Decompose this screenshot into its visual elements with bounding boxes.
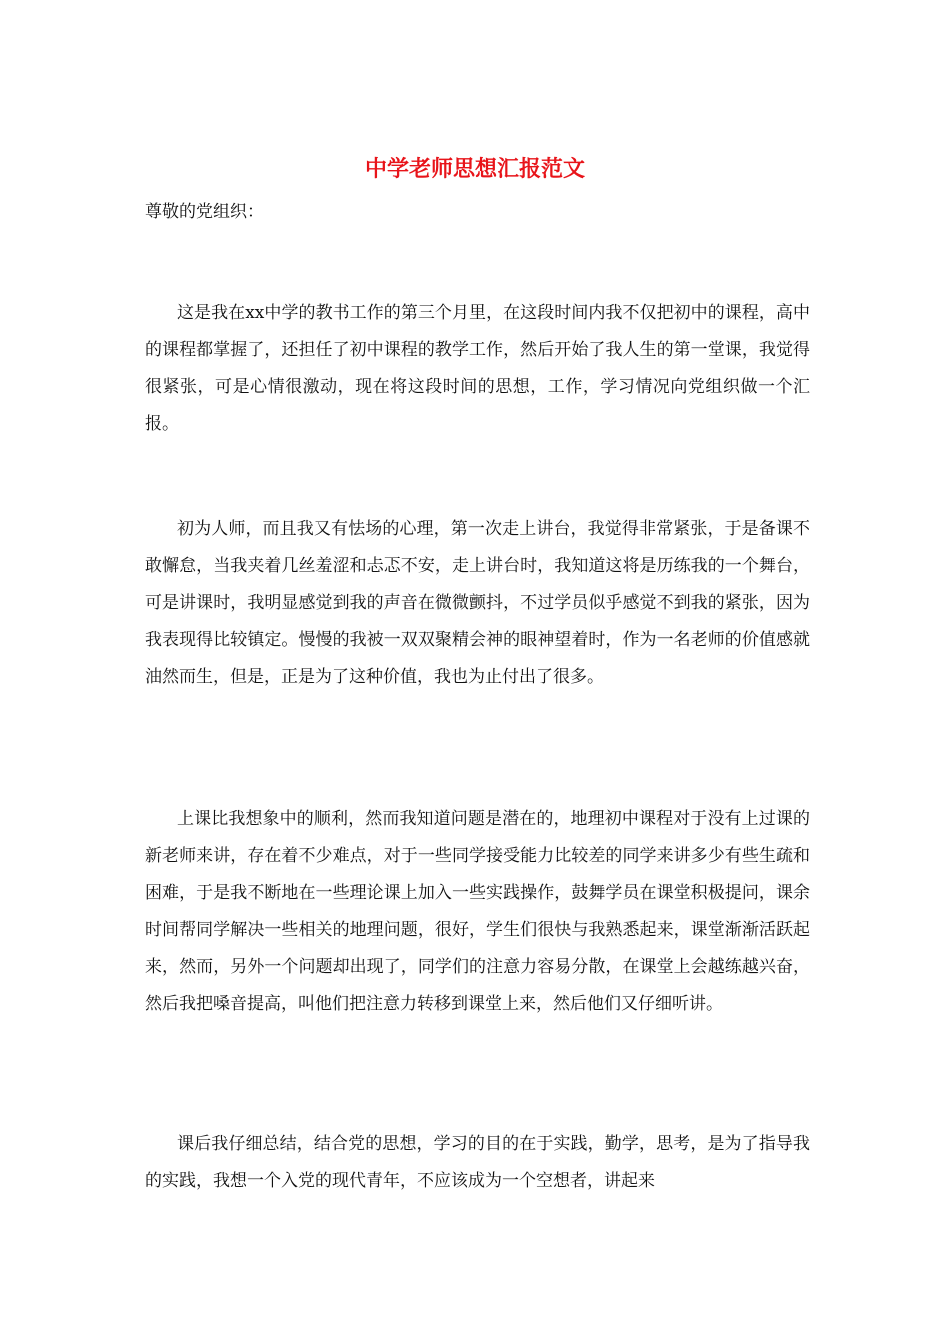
- paragraph-2: 初为人师，而且我又有怯场的心理，第一次走上讲台，我觉得非常紧张，于是备课不敢懈怠，当我夹着几丝羞涩和忐忑不安，走上讲台时，我知道这将是历练我的一个舞台，可是讲课时，我明显感觉到我的声音在微微颤抖，不过学员似乎感觉不到我的紧张，因为我表现得比较镇定。慢慢的我被一双双聚精会神的眼神望着时，作为一名老师的价值感就油然而生，但是，正是为了这种价值，我也为止付出了很多。: [145, 519, 810, 687]
- document-title: 中学老师思想汇报范文: [364, 156, 585, 182]
- paragraph-4: 课后我仔细总结，结合党的思想，学习的目的在于实践，勤学，思考，是为了指导我的实践，我想一个入党的现代青年，不应该成为一个空想者，讲起来: [145, 1134, 810, 1191]
- paragraph-3: 上课比我想象中的顺利，然而我知道问题是潜在的，地理初中课程对于没有上过课的新老师来讲，存在着不少难点，对于一些同学接受能力比较差的同学来讲多少有些生疏和困难，于是我不断地在一些理论课上加入一些实践操作，鼓舞学员在课堂积极提问，课余时间帮同学解决一些相关的地理问题，很好，学生们很快与我熟悉起来，课堂渐渐活跃起来，然而，另外一个问题却出现了，同学们的注意力容易分散，在课堂上会越练越兴奋，然后我把嗓音提高，叫他们把注意力转移到课堂上来，然后他们又仔细听讲。: [145, 809, 810, 1014]
- salutation: 尊敬的党组织：: [145, 202, 264, 222]
- paragraph-1: 这是我在xx中学的教书工作的第三个月里，在这段时间内我不仅把初中的课程，高中的课程都掌握了，还担任了初中课程的教学工作，然后开始了我人生的第一堂课，我觉得很紧张，可是心情很激动，现在将这段时间的思想，工作，学习情况向党组织做一个汇报。: [145, 303, 810, 434]
